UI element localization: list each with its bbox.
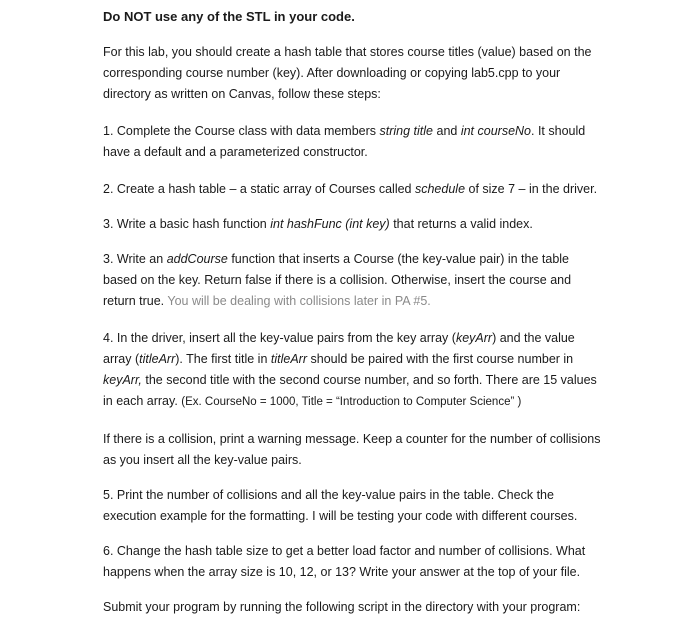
step-3a	[103, 214, 603, 235]
step-4-titlearr-2: titleArr	[270, 352, 308, 366]
step-4-titlearr: titleArr	[139, 352, 176, 366]
step-3a-text-end: that returns a valid index.	[389, 217, 533, 231]
collision-note: If there is a collision, print a warning message. Keep a counter for the number of collisions as you insert all the key-value pairs.	[103, 432, 601, 467]
step-3b-text-mid: function that inserts a Course (the key-value pair) in the table based on the key. Return false if there is a collision. Otherwise, insert the course and return true.	[103, 252, 572, 308]
intro-paragraph: For this lab, you should create a hash table that stores course titles (value) based on the corresponding course number (key). After downloading or copying lab5.cpp to your directory as written on Canvas, follow these steps:	[103, 45, 592, 101]
step-4	[103, 328, 603, 413]
step-1-and: and	[433, 124, 461, 138]
step-3b-function: addCourse	[166, 252, 228, 266]
step-2-text: 2. Create a hash table – a static array of Courses called	[103, 182, 415, 196]
step-3a-signature: int hashFunc (int key)	[270, 217, 390, 231]
step-4-text-d: should be paired with the first course number in	[307, 352, 574, 366]
step-3b	[103, 249, 603, 312]
step-2-text-end: of size 7 – in the driver.	[465, 182, 598, 196]
submit-instruction: Submit your program by running the following script in the directory with your program:	[103, 600, 581, 614]
step-1-text: 1. Complete the Course class with data members	[103, 124, 380, 138]
step-4-text-a: 4. In the driver, insert all the key-value pairs from the key array (	[103, 331, 456, 345]
step-4-keyarr-2: keyArr,	[103, 373, 142, 387]
step-6: 6. Change the hash table size to get a better load factor and number of collisions. What happens when the array size is 10, 12, or 13? Write your answer at the top of your file.	[103, 544, 586, 579]
step-4-text-b: ) and the value array (	[103, 331, 575, 366]
step-1-title-member: string title	[379, 124, 434, 138]
heading: Do NOT use any of the STL in your code.	[103, 9, 355, 24]
step-5: 5. Print the number of collisions and all the key-value pairs in the table. Check the execution example for the formatting. I will be testing your code with different courses.	[103, 488, 578, 523]
step-1	[103, 121, 603, 163]
step-4-text-e: the second title with the second course number, and so forth. There are 15 values in each array.	[103, 373, 597, 408]
step-1-text-end: . It should have a default and a parameterized constructor.	[103, 124, 586, 159]
step-4-text-c: ). The first title in	[175, 352, 271, 366]
instructions	[103, 6, 603, 618]
step-3b-text: 3. Write an	[103, 252, 167, 266]
step-3b-note: You will be dealing with collisions later in PA #5.	[167, 294, 431, 308]
step-2	[103, 179, 603, 200]
step-4-keyarr: keyArr	[455, 331, 493, 345]
step-2-schedule: schedule	[414, 182, 466, 196]
step-1-courseno-member: int courseNo	[460, 124, 532, 138]
step-4-example: (Ex. CourseNo = 1000, Title = “Introduction to Computer Science” )	[181, 396, 522, 408]
step-3a-text: 3. Write a basic hash function	[103, 217, 271, 231]
